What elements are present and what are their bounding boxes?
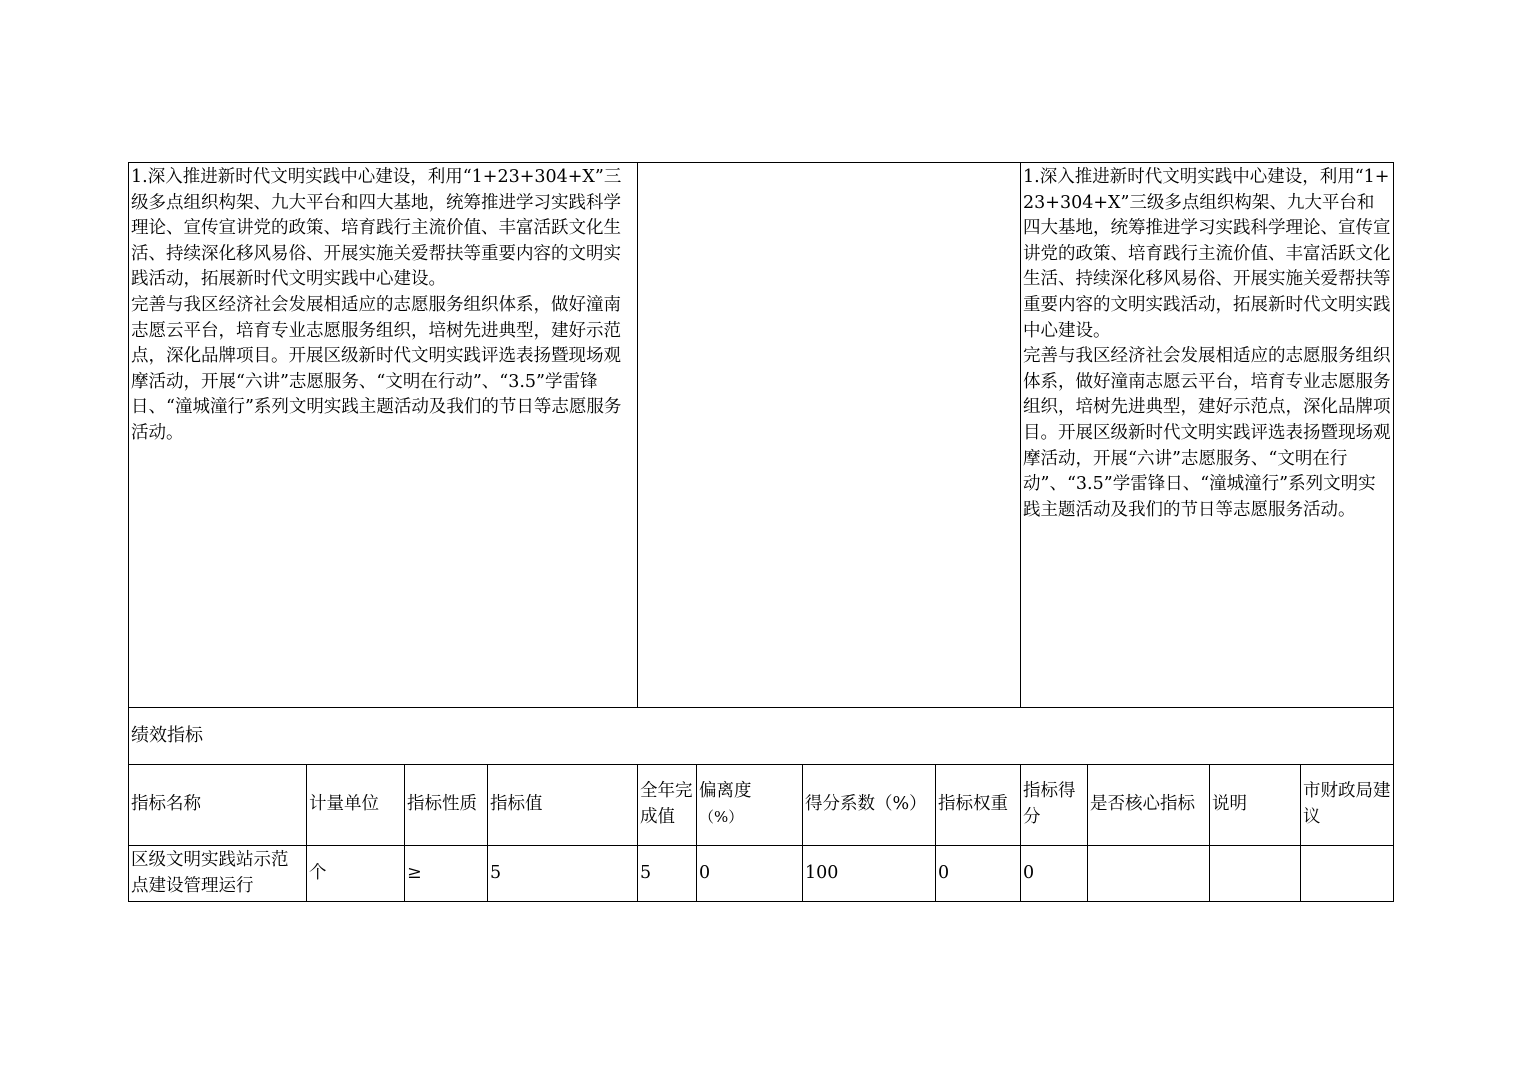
header-name: 指标名称 xyxy=(129,765,307,846)
cell-core xyxy=(1088,846,1210,902)
header-score: 指标得分 xyxy=(1021,765,1088,846)
header-weight: 指标权重 xyxy=(936,765,1021,846)
header-coef: 得分系数（%） xyxy=(803,765,936,846)
cell-weight: 0 xyxy=(936,846,1021,902)
header-value: 指标值 xyxy=(488,765,638,846)
goal-right-paragraph-1: 1.深入推进新时代文明实践中心建设，利用“1+23+304+X”三级多点组织构架、九大平台和四大基地，统筹推进学习实践科学理论、宣传宣讲党的政策、培育践行主流价值、丰富活跃文化生活、持续深化移风易俗、开展实施关爱帮扶等重要内容的文明实践活动，拓展新时代文明实践中心建设。 xyxy=(1023,167,1391,341)
header-unit: 计量单位 xyxy=(307,765,405,846)
goal-left-paragraph-1: 1.深入推进新时代文明实践中心建设，利用“1+23+304+X”三级多点组织构架、九大平台和四大基地，统筹推进学习实践科学理论、宣传宣讲党的政策、培育践行主流价值、丰富活跃文化生活、持续深化移风易俗、开展实施关爱帮扶等重要内容的文明实践活动，拓展新时代文明实践中心建设。 xyxy=(131,167,622,290)
cell-finance xyxy=(1301,846,1394,902)
header-core: 是否核心指标 xyxy=(1088,765,1210,846)
table-row xyxy=(129,846,1394,902)
goal-right-paragraph-2: 完善与我区经济社会发展相适应的志愿服务组织体系，做好潼南志愿云平台，培育专业志愿服务组织，培树先进典型，建好示范点，深化品牌项目。开展区级新时代文明实践评选表扬暨现场观摩活动，开展“六讲”志愿服务、“文明在行动”、“3.5”学雷锋日、“潼城潼行”系列文明实践主题活动及我们的节日等志愿服务活动。 xyxy=(1023,346,1391,520)
header-nature: 指标性质 xyxy=(405,765,488,846)
performance-table xyxy=(128,162,1394,902)
goal-cell-left xyxy=(129,163,638,708)
header-deviation-label: 偏离度 xyxy=(699,781,752,802)
header-annual: 全年完成值 xyxy=(638,765,697,846)
goal-left-paragraph-2: 完善与我区经济社会发展相适应的志愿服务组织体系，做好潼南志愿云平台，培育专业志愿服务组织，培树先进典型，建好示范点，深化品牌项目。开展区级新时代文明实践评选表扬暨现场观摩活动，开展“六讲”志愿服务、“文明在行动”、“3.5”学雷锋日、“潼城潼行”系列文明实践主题活动及我们的节日等志愿服务活动。 xyxy=(131,294,622,443)
cell-deviation: 0 xyxy=(697,846,803,902)
performance-sheet xyxy=(128,162,1393,902)
section-row xyxy=(129,708,1394,765)
cell-value: 5 xyxy=(488,846,638,902)
header-finance: 市财政局建议 xyxy=(1301,765,1394,846)
cell-nature: ≥ xyxy=(405,846,488,902)
cell-unit: 个 xyxy=(307,846,405,902)
header-deviation xyxy=(697,765,803,846)
header-note: 说明 xyxy=(1210,765,1301,846)
cell-score: 0 xyxy=(1021,846,1088,902)
goal-cell-right xyxy=(1021,163,1394,708)
section-title: 绩效指标 xyxy=(129,708,1394,765)
cell-annual: 5 xyxy=(638,846,697,902)
header-row xyxy=(129,765,1394,846)
goal-cell-middle xyxy=(638,163,1021,708)
header-deviation-unit: （%） xyxy=(699,808,744,826)
cell-coef: 100 xyxy=(803,846,936,902)
cell-note xyxy=(1210,846,1301,902)
cell-name: 区级文明实践站示范点建设管理运行 xyxy=(129,846,307,902)
goals-row xyxy=(129,163,1394,708)
